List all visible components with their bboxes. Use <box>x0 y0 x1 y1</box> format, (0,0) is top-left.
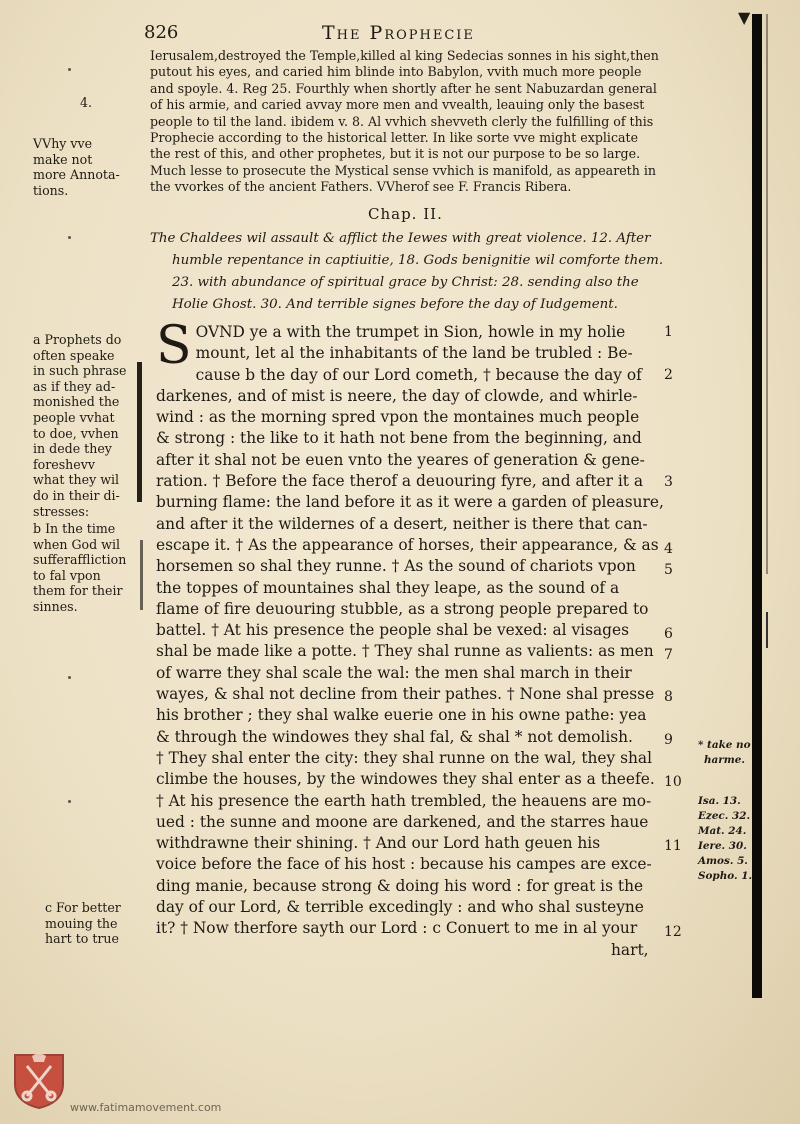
scripture-refs <box>698 794 768 884</box>
papal-keys-logo-icon <box>12 1052 66 1110</box>
body-line: & through the windowes they shal fal, & shal * not demolish. <box>156 727 633 746</box>
margin-line: * take no <box>698 739 751 751</box>
page-dot <box>68 236 71 239</box>
intro-line: Much lesse to prosecute the Mystical sense vvhich is manifold, as appeareth in <box>150 162 656 178</box>
running-title: The Prophecie <box>322 22 475 44</box>
body-line: the toppes of mountaines shal they leape, as the sound of a <box>156 578 620 597</box>
scripture-ref: Ezec. 32. <box>698 810 751 822</box>
intro-line: putout his eyes, and caried him blinde into Babylon, vvith much more people <box>150 64 642 80</box>
logo-shield-icon <box>12 1052 66 1110</box>
verse-number: 4 <box>664 541 673 557</box>
body-line: ued : the sunne and moone are darkened, and the starres haue <box>156 812 649 831</box>
verse-number: 9 <box>664 732 673 748</box>
page-dot <box>68 800 71 803</box>
margin-line: when God wil <box>33 536 121 552</box>
body-line: shal be made like a potte. † They shal runne as valients: as men <box>156 642 654 661</box>
margin-line: mouing the <box>45 915 118 931</box>
margin-note-why <box>33 136 145 198</box>
margin-line: sufferaffliction <box>33 552 127 568</box>
scripture-ref: Sopho. 1. <box>698 870 753 882</box>
verse-number: 7 <box>664 647 673 663</box>
body-line: and after it the wildernes of a desert, neither is there that can- <box>156 514 648 533</box>
page-number: 826 <box>144 22 179 43</box>
margin-note-star <box>698 738 768 768</box>
binding-bar-edge <box>766 14 768 574</box>
verse-number: 12 <box>664 924 682 940</box>
body-line: mount, let al the inhabitants of the land be trubled : Be- <box>195 344 633 363</box>
verse-number: 11 <box>664 838 682 854</box>
intro-line: Ierusalem,destroyed the Temple,killed al king Sedecias sonnes in his sight,then <box>150 48 659 63</box>
body-line: † At his presence the earth hath trembled, the heauens are mo- <box>156 791 652 810</box>
corner-mark-icon: ▼ <box>738 8 751 27</box>
body-line: after it shal not be euen vnto the yeares of generation & gene- <box>156 450 645 469</box>
chapter-heading: Chap. II. <box>368 205 443 223</box>
scripture-ref: Isa. 13. <box>698 795 741 807</box>
body-line: & strong : the like to it hath not bene from the beginning, and <box>156 429 642 448</box>
margin-line: make not <box>33 151 93 167</box>
margin-marker: 4. <box>80 95 93 110</box>
body-line: battel. † At his presence the people shal be vexed: al visages <box>156 621 630 640</box>
verse-number: 3 <box>664 474 673 490</box>
verse-number: 10 <box>664 774 682 790</box>
body-line: withdrawne their shining. † And our Lord hath geuen his <box>156 834 601 853</box>
scripture-ref: Amos. 5. <box>698 855 748 867</box>
summary-line: The Chaldees wil assault & afflict the Iewes with great violence. 12. After <box>150 231 651 246</box>
body-line: horsemen so shal they runne. † As the sound of chariots vpon <box>156 557 636 576</box>
verse-number: 6 <box>664 626 673 642</box>
page-dot <box>68 676 71 679</box>
scripture-ref: Mat. 24. <box>698 825 747 837</box>
margin-line: tions. <box>33 182 69 198</box>
margin-line: VVhy vve <box>33 136 93 151</box>
margin-line: in dede they <box>33 441 112 457</box>
margin-line: in such phrase <box>33 363 127 379</box>
verse-number: 2 <box>664 367 673 383</box>
intro-line: of his armie, and caried avvay more men and vvealth, leauing only the basest <box>150 97 645 113</box>
margin-note-a <box>33 332 145 519</box>
margin-line: them for their <box>33 583 123 599</box>
margin-line: c For better <box>45 900 121 915</box>
scripture-ref: Iere. 30. <box>698 840 747 852</box>
body-line: of warre they shal scale the wal: the men shal march in their <box>156 663 632 682</box>
verse-number: 5 <box>664 562 673 578</box>
body-line: wind : as the morning spred vpon the montaines much people <box>156 408 640 427</box>
intro-line: Prophecie according to the historical letter. In like sorte vve might explicate <box>150 130 639 146</box>
page-dot <box>68 68 71 71</box>
margin-line: people vvhat <box>33 409 115 425</box>
body-line: day of our Lord, & terrible excedingly : and who shal susteyne <box>156 898 644 917</box>
margin-line: hart to true <box>45 931 119 947</box>
margin-line: monished the <box>33 394 120 410</box>
body-line: wayes, & shal not decline from their pathes. † None shal presse <box>156 685 655 704</box>
body-line: his brother ; they shal walke euerie one in his owne pathe: yea <box>156 706 647 725</box>
chapter-body <box>156 316 664 961</box>
margin-line: stresses: <box>33 503 90 519</box>
scan-edge-mark <box>766 612 768 648</box>
margin-line: b In the time <box>33 521 116 536</box>
body-line: cause b the day of our Lord cometh, † because the day of <box>195 365 642 384</box>
chapter-summary <box>150 228 695 316</box>
summary-line: humble repentance in captiuitie, 18. Gods benignitie wil comforte them. <box>172 253 664 268</box>
summary-line: 23. with abundance of spiritual grace by Christ: 28. sending also the <box>172 275 639 290</box>
margin-line: often speake <box>33 347 115 363</box>
intro-line: the vvorkes of the ancient Fathers. VVherof see F. Francis Ribera. <box>150 179 572 195</box>
margin-note-c <box>45 900 157 947</box>
body-line: climbe the houses, by the windowes they shal enter as a theefe. <box>156 770 655 789</box>
margin-line: as if they ad- <box>33 378 116 394</box>
body-line: it? † Now therfore sayth our Lord : c Conuert to me in al your <box>156 919 638 938</box>
body-line: darkenes, and of mist is neere, the day of clowde, and whirle- <box>156 386 638 405</box>
body-line: burning flame: the land before it as it were a garden of pleasure, <box>156 493 664 512</box>
drop-cap: S <box>156 316 192 376</box>
intro-line: the rest of this, and other prophetes, but it is not our purpose to be so large. <box>150 146 641 162</box>
watermark-link[interactable]: www.fatimamovement.com <box>70 1101 222 1114</box>
body-line: OVND ye a with the trumpet in Sion, howle in my holie <box>195 323 626 341</box>
body-last-word: hart, <box>611 940 649 959</box>
verse-number: 8 <box>664 689 673 705</box>
margin-line: what they wil <box>33 472 120 488</box>
summary-line: Holie Ghost. 30. And terrible signes before the day of Iudgement. <box>172 297 618 312</box>
margin-note-b <box>33 521 145 615</box>
verse-number: 1 <box>664 324 673 340</box>
intro-line: people to til the land. ibidem v. 8. Al vvhich shevveth clerly the fulfilling of this <box>150 113 654 129</box>
body-line: ration. † Before the face therof a deuouring fyre, and after it a <box>156 472 644 491</box>
margin-line: sinnes. <box>33 598 78 614</box>
margin-line: more Annota- <box>33 167 120 183</box>
intro-paragraph <box>150 48 690 196</box>
body-line: flame of fire deuouring stubble, as a strong people prepared to <box>156 599 649 618</box>
margin-line: to doe, vvhen <box>33 425 119 441</box>
body-line: † They shal enter the city: they shal runne on the wal, they shal <box>156 748 653 767</box>
margin-line: do in their di- <box>33 487 120 503</box>
margin-line: to fal vpon <box>33 567 101 583</box>
body-line: escape it. † As the appearance of horses, their appearance, & as <box>156 535 659 554</box>
body-line: ding manie, because strong & doing his word : for great is the <box>156 876 644 895</box>
margin-line: foreshevv <box>33 456 95 472</box>
margin-line: a Prophets do <box>33 332 122 347</box>
intro-line: and spoyle. 4. Reg 25. Fourthly when shortly after he sent Nabuzardan general <box>150 80 657 96</box>
margin-line: harme. <box>704 754 745 766</box>
body-line: voice before the face of his host : because his campes are exce- <box>156 855 652 874</box>
